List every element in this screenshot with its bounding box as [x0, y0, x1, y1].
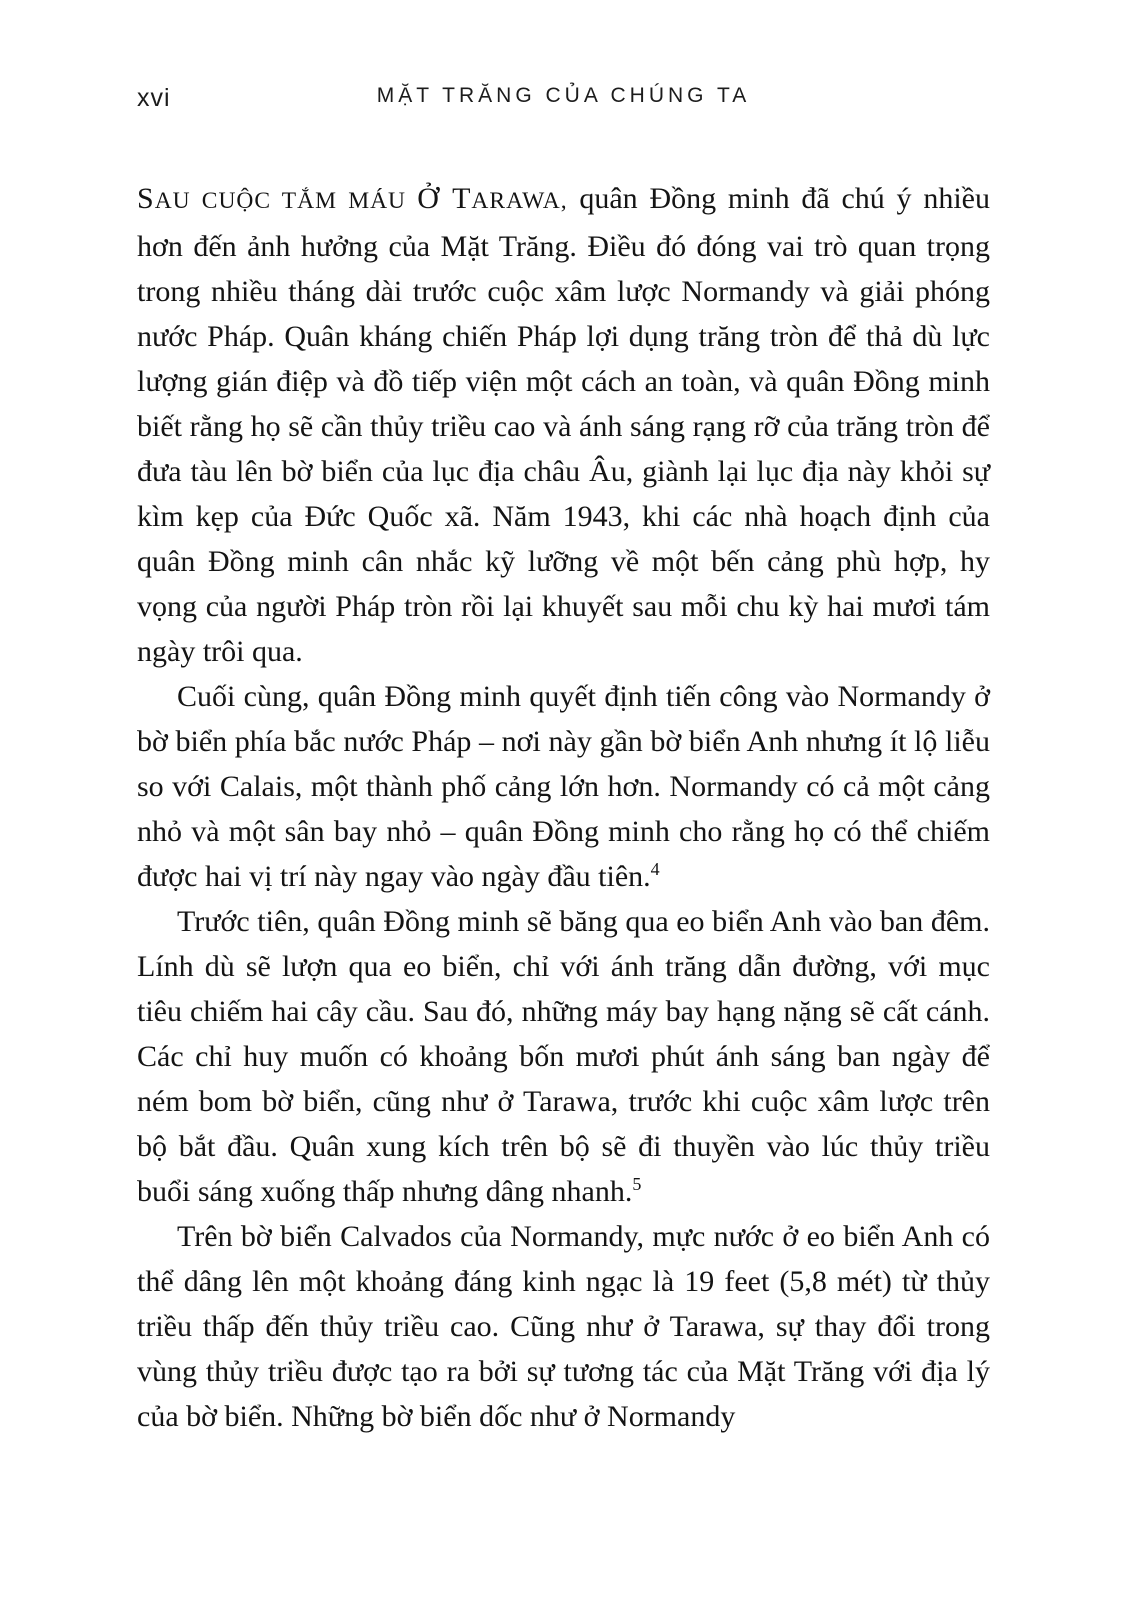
leadin-smallcaps: [137, 182, 568, 215]
paragraph-1-text: quân Đồng minh đã chú ý nhiều hơn đến ảnh hưởng của Mặt Trăng. Điều đó đóng vai trò quan trọng trong nhiều tháng dài trước cuộc xâm lược Normandy và giải phóng nước Pháp. Quân kháng chiến Pháp lợi dụng trăng tròn để thả dù lực lượng gián điệp và đồ tiếp viện một cách an toàn, và quân Đồng minh biết rằng họ sẽ cần thủy triều cao và ánh sáng rạng rỡ của trăng tròn để đưa tàu lên bờ biển của lục địa châu Âu, giành lại lục địa này khỏi sự kìm kẹp của Đức Quốc xã. Năm 1943, khi các nhà hoạch định của quân Đồng minh cân nhắc kỹ lưỡng về một bến cảng phù hợp, hy vọng của người Pháp tròn rồi lại khuyết sau mỗi chu kỳ hai mươi tám ngày trôi qua.: [137, 182, 990, 668]
leadin-cap-o: Ở: [417, 182, 453, 215]
paragraph-3-text: Trước tiên, quân Đồng minh sẽ băng qua eo biển Anh vào ban đêm. Lính dù sẽ lượn qua eo biển, chỉ với ánh trăng dẫn đường, với mục tiêu chiếm hai cây cầu. Sau đó, những máy bay hạng nặng sẽ cất cánh. Các chỉ huy muốn có khoảng bốn mươi phút ánh sáng ban ngày để ném bom bờ biển, cũng như ở Tarawa, trước khi cuộc xâm lược trên bộ bắt đầu. Quân xung kích trên bộ sẽ đi thuyền vào lúc thủy triều buổi sáng xuống thấp nhưng dâng nhanh.: [137, 905, 990, 1208]
running-title: MẶT TRĂNG CỦA CHÚNG TA: [376, 84, 751, 107]
paragraph-4: [137, 1214, 990, 1439]
footnote-ref-5: 5: [632, 1174, 642, 1194]
page-body: [137, 176, 990, 1439]
page-number: xvi: [137, 84, 171, 112]
leadin-initial: S: [137, 182, 155, 215]
leadin-smallcaps-text-2: ARAWA,: [471, 188, 568, 214]
running-head: [137, 84, 990, 118]
leadin-smallcaps-text: AU CUỘC TẮM MÁU: [154, 188, 418, 214]
paragraph-2: [137, 674, 990, 899]
paragraph-2-text: Cuối cùng, quân Đồng minh quyết định tiến công vào Normandy ở bờ biển phía bắc nước Pháp – nơi này gần bờ biển Anh nhưng ít lộ liễu so với Calais, một thành phố cảng lớn hơn. Normandy có cả một cảng nhỏ và một sân bay nhỏ – quân Đồng minh cho rằng họ có thể chiếm được hai vị trí này ngay vào ngày đầu tiên.: [137, 680, 990, 893]
paragraph-1: [137, 176, 990, 674]
leadin-cap-t: T: [452, 182, 472, 215]
paragraph-4-text: Trên bờ biển Calvados của Normandy, mực nước ở eo biển Anh có thể dâng lên một khoảng đáng kinh ngạc là 19 feet (5,8 mét) từ thủy triều thấp đến thủy triều cao. Cũng như ở Tarawa, sự thay đổi trong vùng thủy triều được tạo ra bởi sự tương tác của Mặt Trăng với địa lý của bờ biển. Những bờ biển dốc như ở Normandy: [137, 1220, 990, 1433]
paragraph-3: [137, 899, 990, 1214]
footnote-ref-4: 4: [650, 859, 660, 879]
